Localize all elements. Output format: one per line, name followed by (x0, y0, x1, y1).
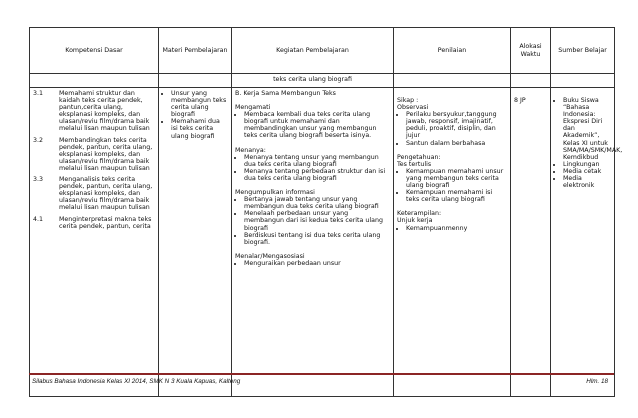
header-materi: Materi Pembelajaran (159, 28, 232, 74)
kd-item (33, 90, 155, 133)
page-number: Hlm. 18 (586, 378, 608, 385)
kegiatan-item: • Menelaah perbedaan unsur yang membangun dari isi kedua teks cerita ulang biografi (244, 210, 390, 231)
kegiatan-item: • Membaca kembali dua teks cerita ulang biografi untuk memahami dan membandingkan unsur yang membangun teks cerita ulang biografi beserta isinya. (244, 111, 390, 139)
header-sumber: Sumber Belajar (551, 28, 615, 74)
keterampilan-list (397, 225, 507, 232)
kd-item (33, 216, 155, 230)
continuation-penilaian-cell (394, 74, 511, 88)
kegiatan-heading: Menalar/Mengasosiasi (235, 252, 305, 260)
kd-text: Memahami struktur dan kaidah teks cerita pendek, pantun,cerita ulang, eksplanasi kompleks, dan ulasan/reviu film/drama baik melalui lisan maupun tulisan (59, 90, 150, 133)
sumber-item: • Media elektronik (563, 175, 611, 189)
kd-number: 3.1 (33, 90, 44, 97)
continuation-alokasi-cell (511, 74, 551, 88)
pengetahuan-item: • Kemampuan memahami isi teks cerita ulang biografi (406, 189, 507, 203)
sikap-list (397, 111, 507, 146)
materi-item: • Unsur yang membangun teks cerita ulang biografi (171, 90, 228, 118)
pengetahuan-list (397, 168, 507, 203)
kegiatan-item: • Menanya tentang perbedaan struktur dan isi dua teks cerita ulang biografi (244, 168, 390, 182)
pengetahuan-item: • Kemampuan memahami unsur yang membangun teks cerita ulang biografi (406, 168, 507, 189)
sumber-cell (551, 88, 623, 397)
content-row (30, 88, 615, 397)
header-row (30, 28, 615, 74)
kegiatan-list (235, 260, 390, 267)
footer-title: Silabus Bahasa Indonesia Kelas XI 2014, SMK N 3 Kuala Kapuas, Kalteng (32, 378, 241, 385)
kd-number: 3.3 (33, 176, 44, 184)
continuation-row (30, 74, 615, 88)
kegiatan-item: • Bertanya jawab tentang unsur yang membangun dua teks cerita ulang biografi (244, 196, 390, 210)
sumber-list (554, 97, 623, 190)
alokasi-value: 8 JP (514, 97, 526, 104)
kegiatan-list (235, 196, 390, 246)
header-alokasi: Alokasi Waktu (511, 28, 551, 74)
kegiatan-heading: Mengumpulkan informasi (235, 189, 315, 197)
kegiatan-heading: Mengamati (235, 104, 271, 112)
header-penilaian: Penilaian (394, 28, 511, 74)
keterampilan-title: Keterampilan: (397, 210, 442, 218)
kegiatan-title: B. Kerja Sama Membangun Teks (235, 90, 336, 97)
materi-item: • Memahami dua isi teks cerita ulang biografi (171, 118, 228, 139)
sumber-item: • Media cetak (563, 168, 611, 175)
kegiatan-list (235, 111, 390, 139)
continuation-text: teks cerita ulang biografi (232, 74, 394, 88)
continuation-sumber-cell (551, 74, 615, 88)
kegiatan-item: • Menguraikan perbedaan unsur (244, 260, 390, 267)
kd-item (33, 137, 155, 172)
pengetahuan-title: Pengetahuan: (397, 153, 441, 161)
sikap-item: • Santun dalam berbahasa (406, 140, 507, 147)
alokasi-cell (511, 88, 551, 397)
syllabus-table (29, 27, 623, 397)
kegiatan-list (235, 154, 390, 182)
footer-divider (29, 373, 614, 375)
kd-text: Menganalisis teks cerita pendek, pantun, cerita ulang, eksplanasi kompleks, dan ulasan/reviu film/drama baik melalui lisan maupun tulisan (59, 176, 153, 212)
sumber-item: • Buku Siswa “Bahasa Indonesia: Ekspresi Diri dan Akademik”, Kelas XI untuk SMA/MA/SMK/MAK, Kemdikbud (563, 97, 611, 161)
keterampilan-sub: Unjuk kerja (397, 217, 433, 225)
header-kompetensi-dasar: Kompetensi Dasar (30, 28, 159, 74)
kd-cell (30, 88, 159, 397)
continuation-kd-cell (30, 74, 159, 88)
materi-list (162, 90, 228, 140)
pengetahuan-sub: Tes tertulis (397, 160, 432, 168)
kd-text: Menginterpretasi makna teks cerita pendek, pantun, cerita (59, 215, 152, 230)
kd-item (33, 176, 155, 211)
sikap-title: Sikap : (397, 97, 419, 104)
sikap-sub: Observasi (397, 104, 429, 112)
continuation-materi-cell (159, 74, 232, 88)
materi-cell (159, 88, 232, 397)
kegiatan-cell (232, 88, 394, 397)
kegiatan-heading: Menanya: (235, 146, 266, 154)
penilaian-cell (394, 88, 511, 397)
kd-number: 4.1 (33, 215, 44, 223)
sikap-item: • Perilaku bersyukur,tanggung jawab, responsif, imajinatif, peduli, proaktif, disiplin, dan jujur (406, 111, 507, 139)
kd-text: Membandingkan teks cerita pendek, pantun, cerita ulang, eksplanasi kompleks, dan ulasan/reviu film/drama baik melalui lisan maupun tulisan (59, 136, 153, 172)
sumber-item: • Lingkungan (563, 161, 611, 168)
kegiatan-item: • Menanya tentang unsur yang membangun dua teks cerita ulang biografi (244, 154, 390, 168)
kegiatan-item: • Berdiskusi tentang isi dua teks cerita ulang biografi. (244, 232, 390, 246)
kd-number: 3.2 (33, 136, 44, 144)
header-kegiatan: Kegiatan Pembelajaran (232, 28, 394, 74)
keterampilan-item: • Kemampuanmenny (406, 225, 507, 232)
